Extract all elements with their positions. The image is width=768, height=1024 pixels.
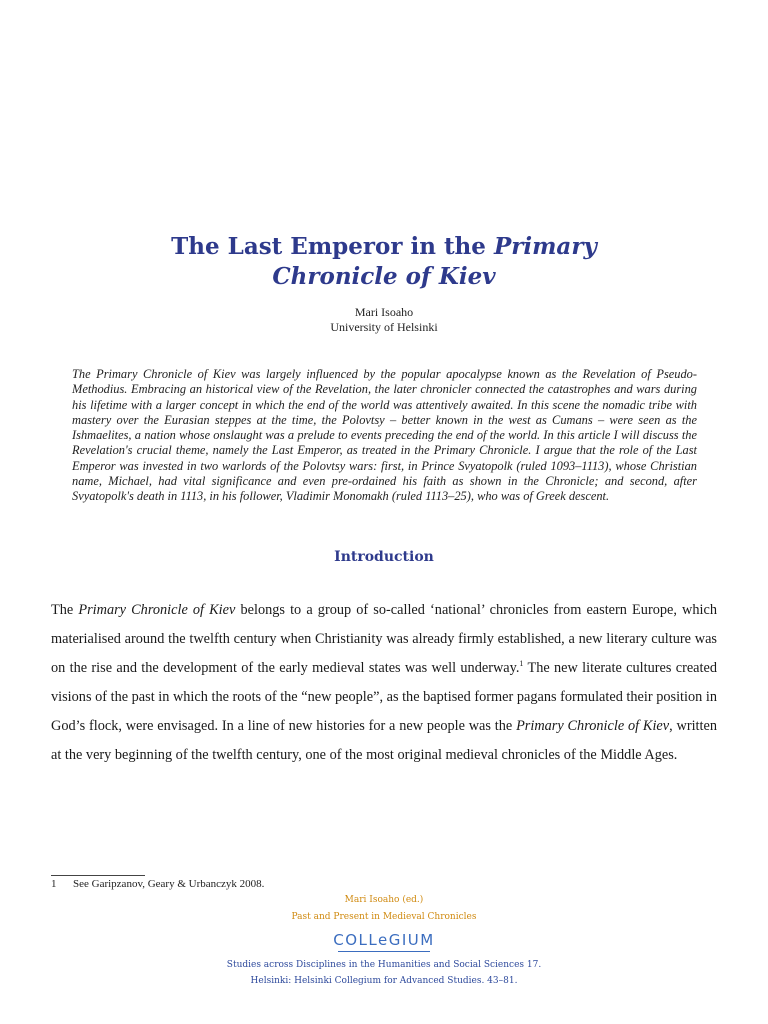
author-block (0, 305, 768, 335)
logo-underline (338, 951, 430, 952)
series-info: Studies across Disciplines in the Humanities and Social Sciences 17. (226, 960, 542, 970)
book-editor: Mari Isoaho (ed.) (344, 895, 424, 905)
title-text: The Last Emperor in the (171, 233, 494, 260)
title-italic-line2: Chronicle of Kiev (272, 263, 496, 290)
section-heading-introduction: Introduction (334, 549, 434, 565)
paragraph-italic-title: Primary Chronicle of Kiev (78, 602, 236, 618)
abstract: The Primary Chronicle of Kiev was largely influenced by the popular apocalypse known as the Revelation of Pseudo-Methodius. Embracing an historical view of the Revelation, the later chronicler connected the catastrophes and wars during his lifetime with a larger concept in which the end of the world was attentively awaited. In this scene the nomadic tribe with mastery over the Eurasian steppes at the time, the Polovtsy – better known in the west as Cumans – were seen as the Ishmaelites, a nation whose onslaught was a prelude to events preceding the end of the world. In this article I will discuss the Revelation's crucial theme, namely the Last Emperor, as treated in the Primary Chronicle. I argue that the role of the Last Emperor was invested in two warlords of the Polovtsy wars: first, in Prince Svyatopolk (ruled 1093–1113), whose Christian name, Michael, had vital significance and even pre-ordained his faith as shown in the Chronicle; and second, after Svyatopolk's death in 1113, in his follower, Vladimir Monomakh (ruled 1113–25), who was of Greek descent. (72, 367, 697, 504)
author-affiliation: University of Helsinki (330, 320, 438, 334)
author-name: Mari Isoaho (354, 305, 414, 319)
introduction-paragraph (51, 596, 717, 770)
article-title (0, 232, 768, 292)
paragraph-text: belongs to a group of so-called ‘national’ chronicles from eastern Europe, which materialised around the twelfth century when Christianity was already firmly established, a new literary culture was on the rise and the development of the early medieval states was well underway. (51, 602, 717, 676)
paragraph-text: The new literate cultures created visions of the past in which the roots of the “new people”, as the baptised former pagans formulated their position in God’s flock, were envisaged. In a line of new histories for a new people was the (51, 660, 717, 734)
paragraph-text: , written at the very beginning of the twelfth century, one of the most original medieval chronicles of the Middle Ages. (51, 718, 717, 763)
footnote-divider (51, 875, 145, 876)
collegium-logo: COLLeGIUM (333, 931, 435, 949)
title-italic-line1: Primary (493, 233, 597, 260)
footnote-text: See Garipzanov, Geary & Urbanczyk 2008. (73, 878, 265, 890)
book-title: Past and Present in Medieval Chronicles (291, 912, 477, 922)
paragraph-text: The (51, 602, 79, 618)
footnote (51, 878, 651, 890)
footnote-reference[interactable]: 1 (519, 659, 524, 669)
paragraph-italic-title: Primary Chronicle of Kiev (516, 718, 670, 734)
publisher-info: Helsinki: Helsinki Collegium for Advanced Studies. 43–81. (250, 976, 518, 986)
footnote-number: 1 (51, 878, 57, 890)
